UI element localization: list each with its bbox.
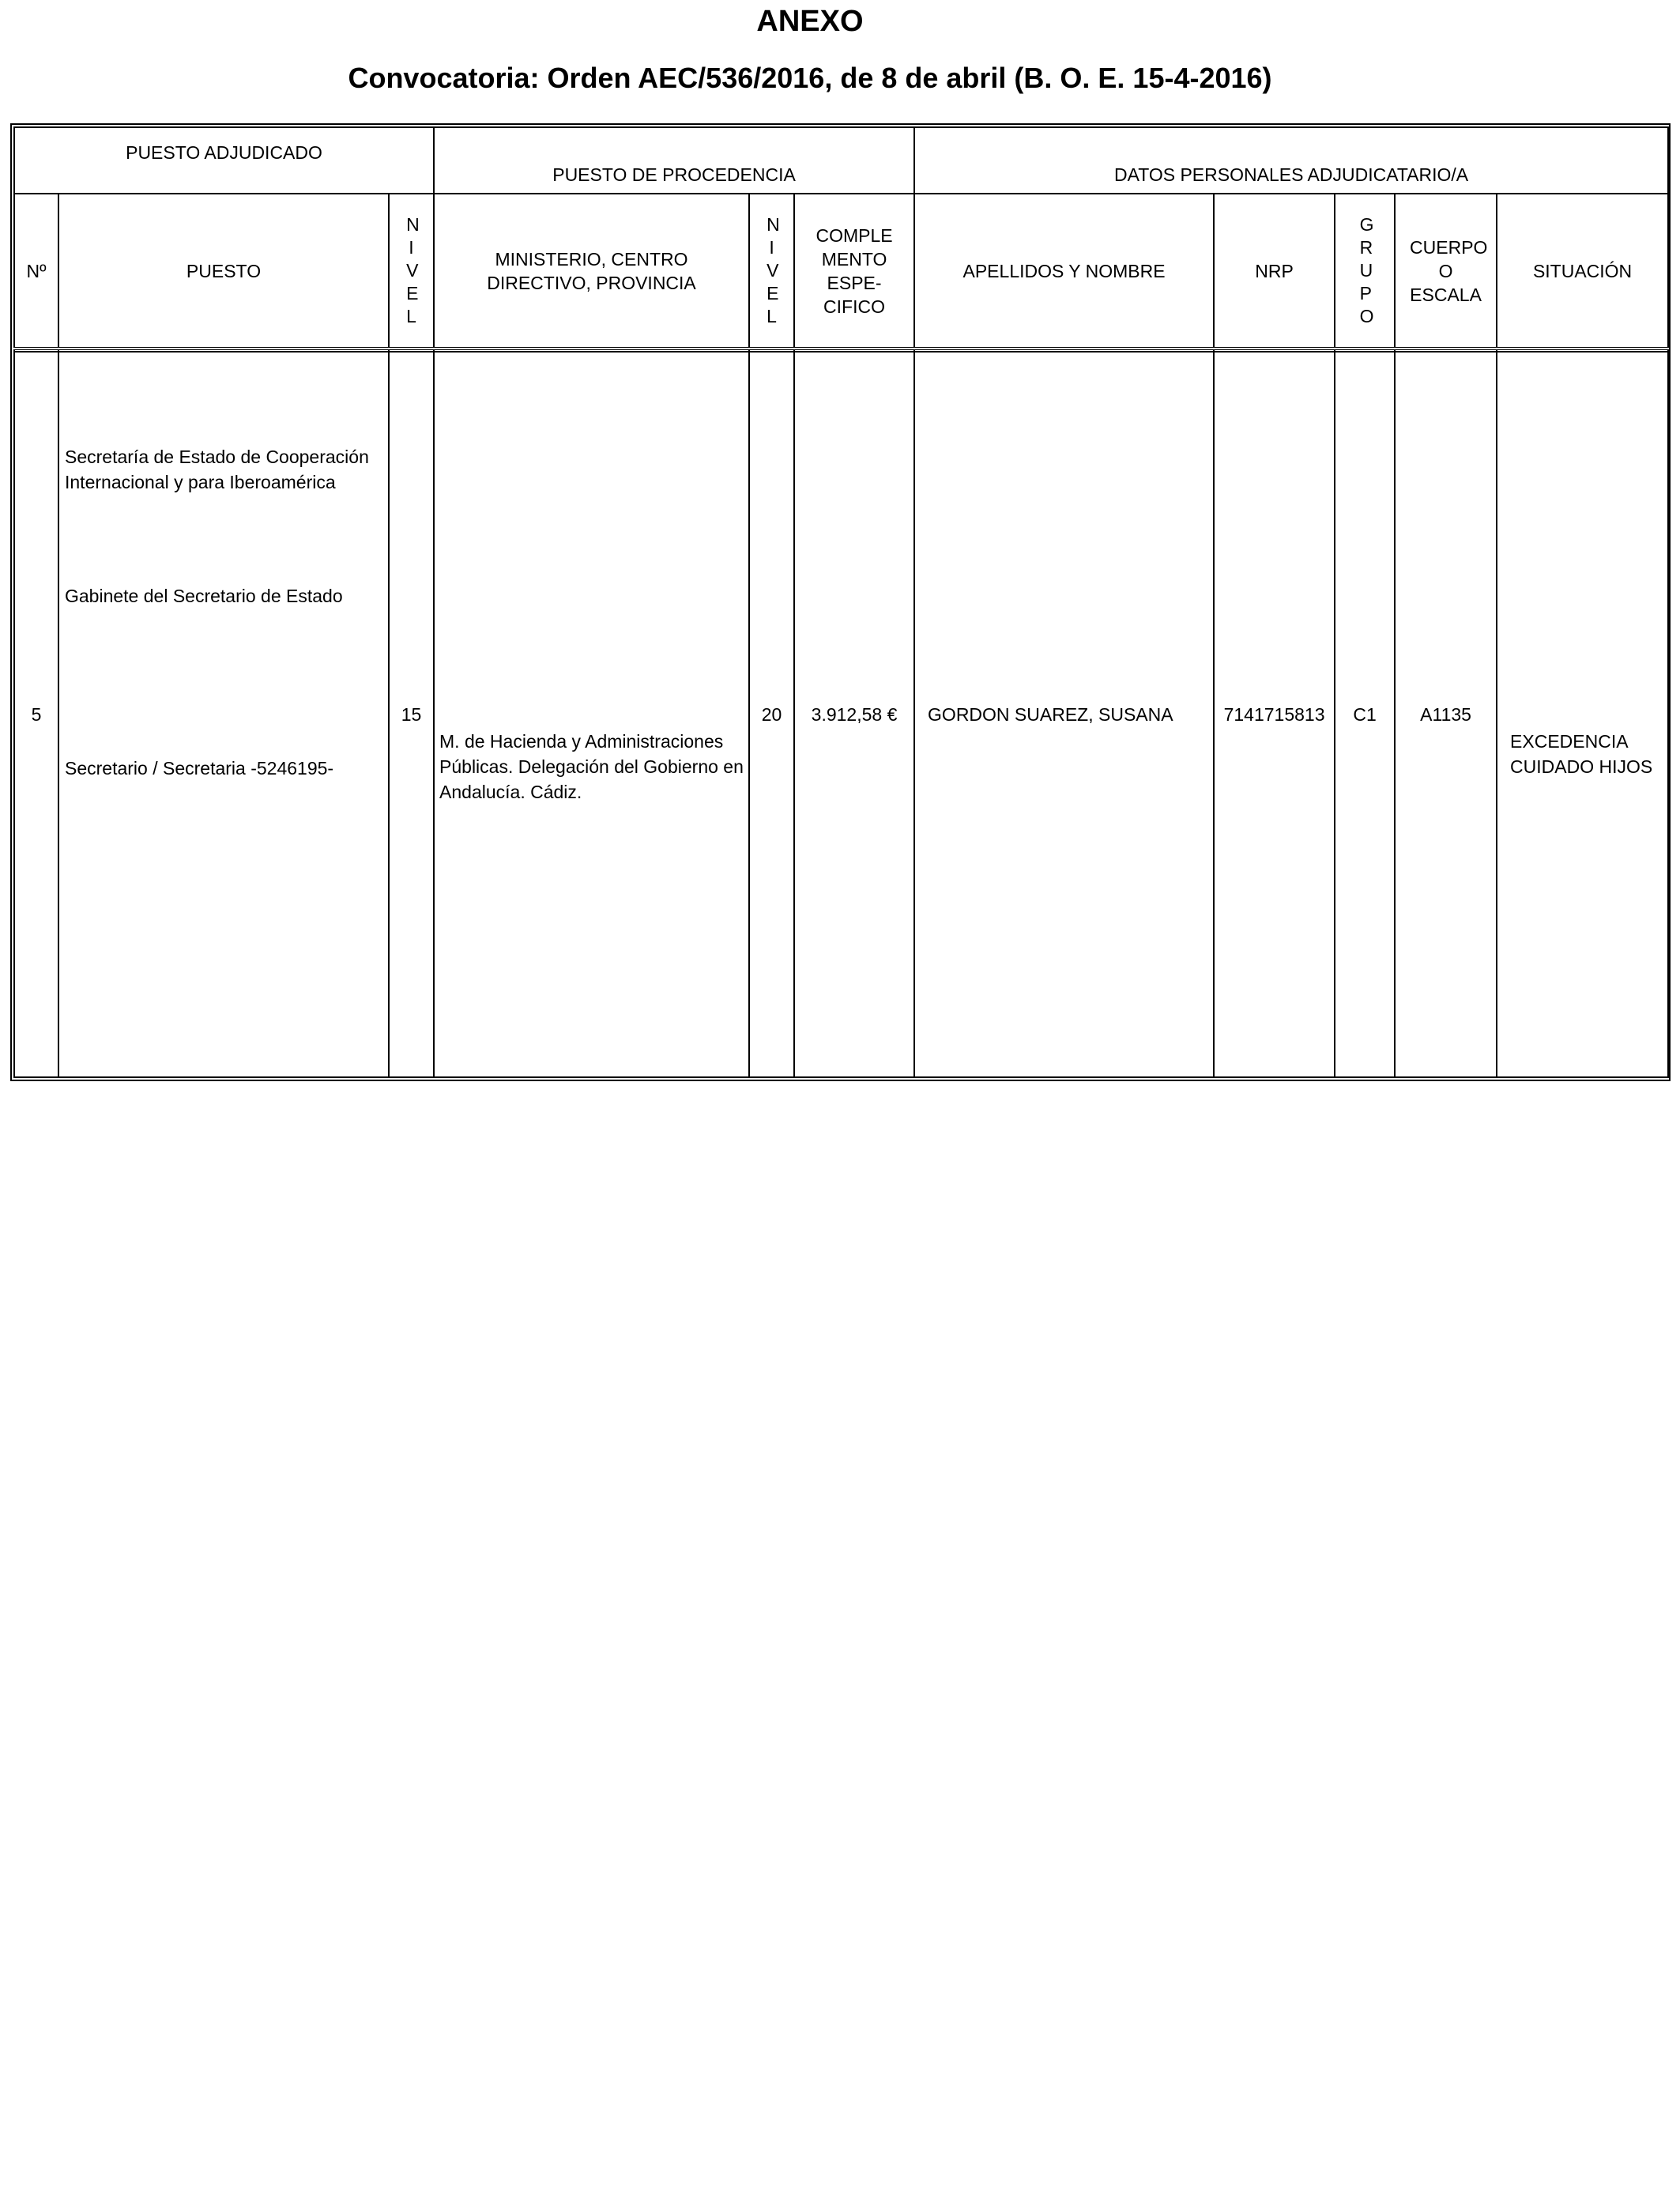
puesto-unidad: Gabinete del Secretario de Estado (65, 586, 343, 606)
col-header-ministerio: MINISTERIO, CENTRO DIRECTIVO, PROVINCIA (434, 194, 749, 349)
cell-complemento: 3.912,58 € (794, 352, 914, 1077)
cell-grupo: C1 (1335, 352, 1395, 1077)
ministerio-text: M. de Hacienda y Administraciones Públicas. Delegación del Gobierno en Andalucía. Cádiz. (439, 731, 744, 802)
cell-cuerpo-escala: A1135 (1395, 352, 1497, 1077)
convocatoria-subtitle: Convocatoria: Orden AEC/536/2016, de 8 de abril (B. O. E. 15-4-2016) (348, 62, 1272, 94)
col-header-situacion: SITUACIÓN (1497, 194, 1668, 349)
table-row (14, 352, 1668, 1077)
col-header-puesto: PUESTO (58, 194, 389, 349)
puesto-denominacion: Secretario / Secretaria -5246195- (65, 758, 334, 778)
group-puesto-adjudicado: PUESTO ADJUDICADO (14, 127, 434, 194)
col-header-numero: Nº (14, 194, 58, 349)
col-header-grupo (1335, 194, 1395, 349)
col-header-nivel-procedencia-text: NIVEL (767, 214, 780, 326)
col-header-cuerpo-escala: CUERPO O ESCALA (1395, 194, 1497, 349)
cell-nrp: 7141715813 (1214, 352, 1335, 1077)
anexo-table (13, 126, 1669, 1078)
col-header-nivel (389, 194, 434, 349)
cell-numero: 5 (14, 352, 58, 1077)
col-header-apellidos-nombre: APELLIDOS Y NOMBRE (914, 194, 1214, 349)
col-header-complemento: COMPLE MENTO ESPE- CIFICO (794, 194, 914, 349)
cell-nivel: 15 (389, 352, 434, 1077)
cell-nivel-procedencia: 20 (749, 352, 794, 1077)
column-header-row (14, 194, 1668, 349)
group-datos-personales: DATOS PERSONALES ADJUDICATARIO/A (914, 127, 1668, 194)
col-header-nivel-procedencia (749, 194, 794, 349)
col-header-nrp: NRP (1214, 194, 1335, 349)
col-header-nivel-text: NIVEL (406, 214, 420, 326)
cell-puesto (58, 352, 389, 1077)
situacion-text: EXCEDENCIA CUIDADO HIJOS (1510, 731, 1653, 777)
puesto-organismo: Secretaría de Estado de Cooperación Internacional y para Iberoamérica (65, 447, 369, 492)
cell-ministerio (434, 352, 749, 1077)
cell-apellidos-nombre: GORDON SUAREZ, SUSANA (914, 352, 1214, 1077)
cell-situacion (1497, 352, 1668, 1077)
group-puesto-procedencia: PUESTO DE PROCEDENCIA (434, 127, 914, 194)
group-header-row (14, 127, 1668, 194)
page-title: ANEXO (756, 5, 864, 38)
col-header-grupo-text: GRUPO (1359, 214, 1374, 326)
